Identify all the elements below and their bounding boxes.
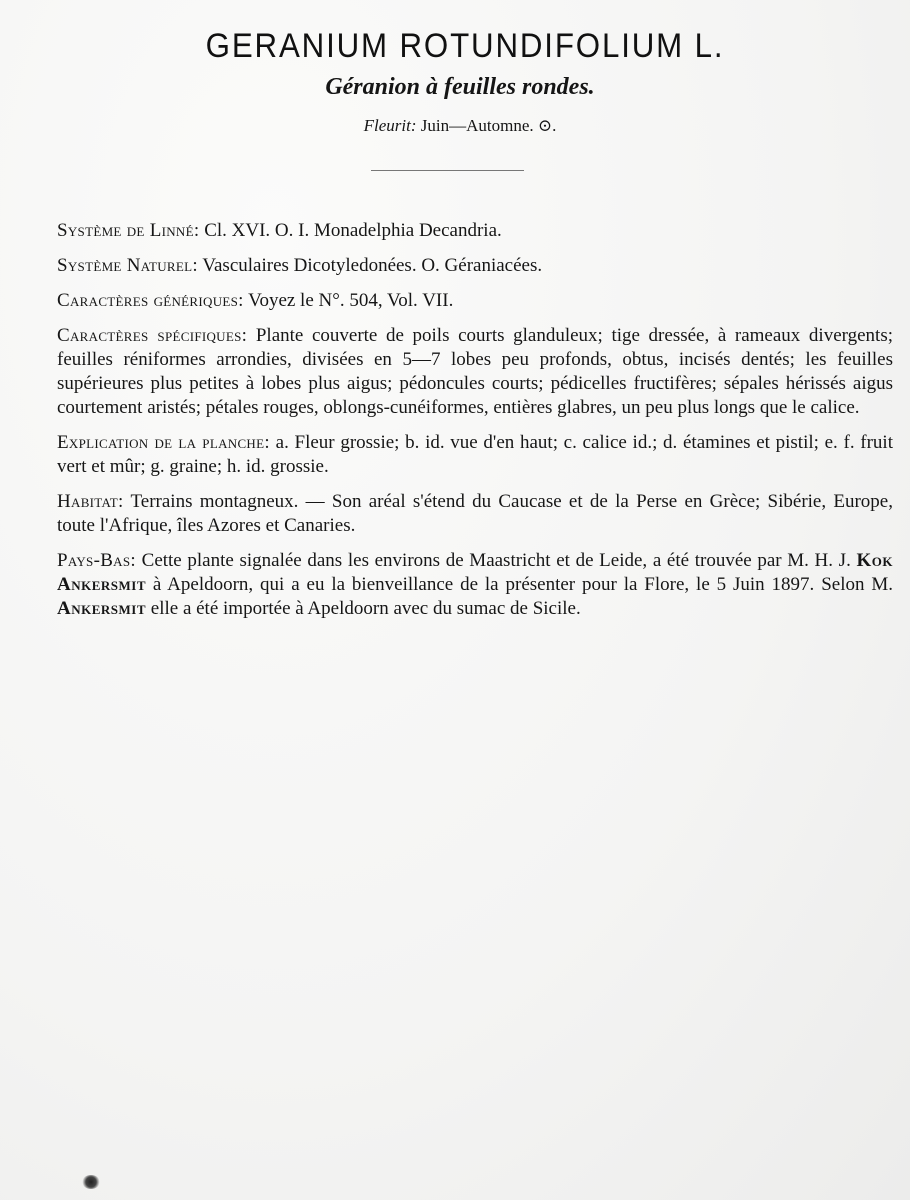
section-label: Habitat: — [57, 491, 124, 512]
section-text: Cl. XVI. O. I. Monadelphia Decandria. — [204, 220, 502, 241]
section-label: Système Naturel: — [57, 255, 198, 276]
section-text: Plante couverte de poils courts glanduleux; tige dressée, à rameaux divergents; feuilles réniformes arrondies, divisées en 5—7 lobes peu profonds, obtus, incisés dentés; les feuilles supérieures plus petites à lobes plus aigus; pédoncules courts; pédicelles fructifères; sépales hérissés aigus courtement aristés; pétales rouges, oblongs-cunéiformes, entières glabres, un peu plus longs que le calice. — [57, 325, 893, 418]
section-linne — [57, 219, 893, 243]
person-name: Kok Ankersmit — [57, 550, 893, 595]
page-title: GERANIUM ROTUNDIFOLIUM L. — [205, 27, 725, 65]
ink-smudge — [82, 1175, 100, 1189]
bloom-label: Fleurit: — [363, 116, 417, 135]
section-text: à Apeldoorn, qui a eu la bienveillance de la présenter pour la Flore, le 5 Juin 1897. Selon M. — [146, 574, 893, 595]
section-habitat — [57, 490, 893, 538]
section-text: Vasculaires Dicotyledonées. O. Géraniacées. — [202, 255, 543, 276]
section-label: Caractères génériques: — [57, 290, 244, 311]
section-label: Caractères spécifiques: — [57, 325, 248, 346]
section-explication — [57, 431, 893, 479]
section-text: Voyez le N°. 504, Vol. VII. — [248, 290, 454, 311]
section-text: a. Fleur grossie; b. id. vue d'en haut; c. calice id.; d. étamines et pistil; e. f. fruit vert et mûr; g. graine; h. id. grossie. — [57, 432, 893, 477]
section-naturel — [57, 254, 893, 278]
title-divider — [371, 170, 524, 171]
section-label: Système de Linné: — [57, 220, 200, 241]
section-text: elle a été importée à Apeldoorn avec du sumac de Sicile. — [146, 598, 581, 619]
section-text: Cette plante signalée dans les environs de Maastricht et de Leide, a été trouvée par M. H. J. — [141, 550, 857, 571]
section-pays-bas — [57, 549, 893, 621]
bloom-line — [0, 116, 910, 136]
bloom-value: Juin—Automne. ⊙. — [420, 116, 557, 135]
section-generiques — [57, 289, 893, 313]
section-label: Explication de la planche: — [57, 432, 270, 453]
person-name: Ankersmit — [57, 598, 147, 619]
page-subtitle: Géranion à feuilles rondes. — [325, 74, 595, 100]
section-specifiques — [57, 324, 893, 420]
section-label: Pays-Bas: — [57, 550, 136, 571]
section-text: Terrains montagneux. — Son aréal s'étend du Caucase et de la Perse en Grèce; Sibérie, Europe, toute l'Afrique, îles Azores et Canaries. — [57, 491, 893, 536]
description-body — [57, 219, 893, 632]
